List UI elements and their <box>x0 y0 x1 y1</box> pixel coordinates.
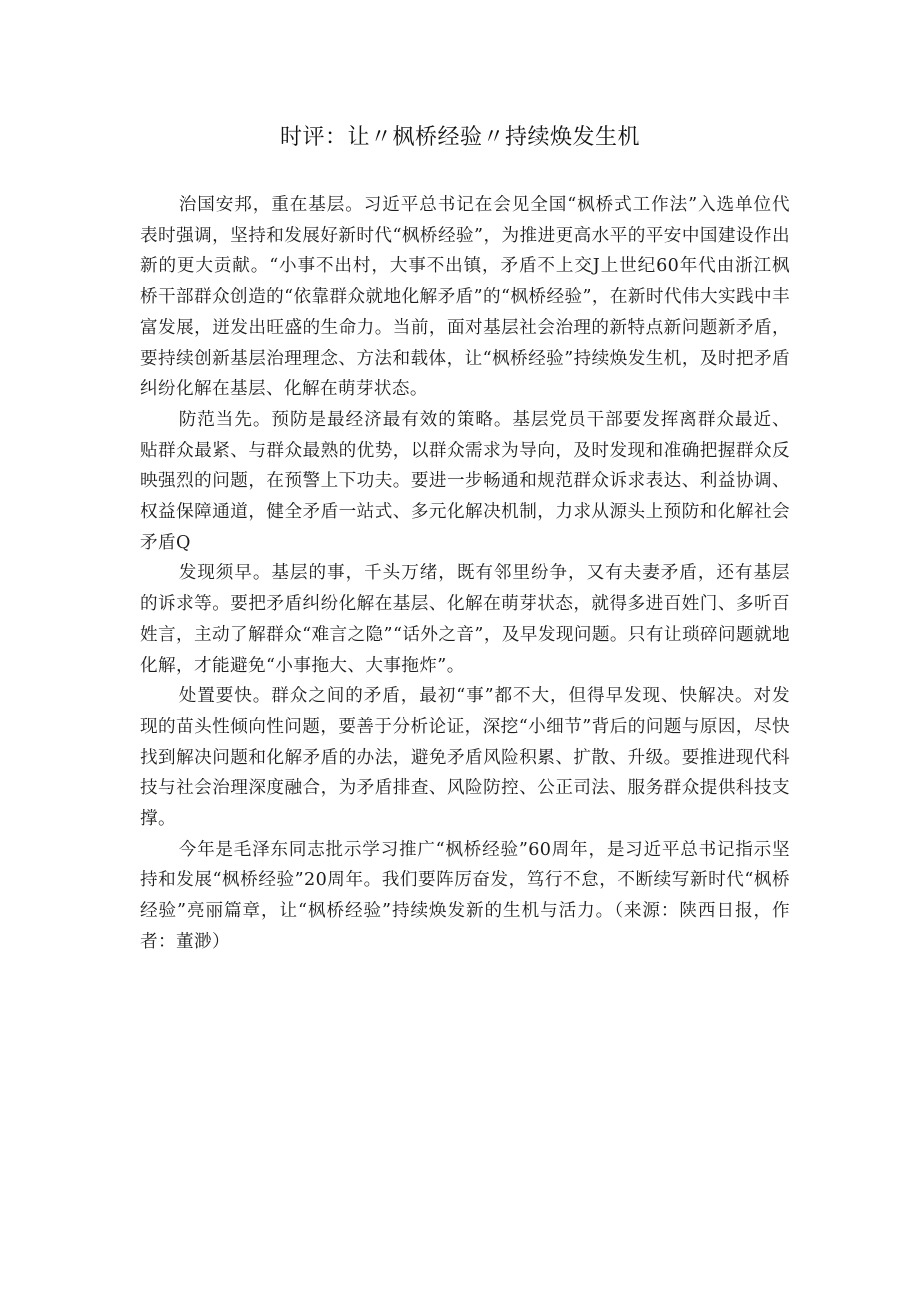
paragraph-2: 防范当先。预防是最经济最有效的策略。基层党员干部要发挥离群众最近、贴群众最紧、与群众最熟的优势，以群众需求为导向，及时发现和准确把握群众反映强烈的问题，在预警上下功夫。要进一步畅通和规范群众诉求表达、利益协调、权益保障通道，健全矛盾一站式、多元化解决机制，力求从源头上预防和化解社会矛盾Q <box>140 409 790 553</box>
paragraph-1: 治国安邦，重在基层。习近平总书记在会见全国“枫桥式工作法”入选单位代表时强调，坚持和发展好新时代“枫桥经验”，为推进更高水平的平安中国建设作出新的更大贡献。“小事不出村，大事不出镇，矛盾不上交J上世纪60年代由浙江枫桥干部群众创造的“依靠群众就地化解矛盾”的“枫桥经验”，在新时代伟大实践中丰富发展，迸发出旺盛的生命力。当前，面对基层社会治理的新特点新问题新矛盾，要持续创新基层治理理念、方法和载体，让“枫桥经验”持续焕发生机，及时把矛盾纠纷化解在基层、化解在萌芽状态。 <box>140 195 790 400</box>
document-body <box>140 190 790 958</box>
document-title: 时评：让〃枫桥经验〃持续焕发生机 <box>279 125 640 150</box>
paragraph-4: 处置要快。群众之间的矛盾，最初“事”都不大，但得早发现、快解决。对发现的苗头性倾向性问题，要善于分析论证，深挖“小细节”背后的问题与原因，尽快找到解决问题和化解矛盾的办法，避免矛盾风险积累、扩散、升级。要推进现代科技与社会治理深度融合，为矛盾排查、风险防控、公正司法、服务群众提供科技支撑。 <box>140 686 790 830</box>
paragraph-5: 今年是毛泽东同志批示学习推广“枫桥经验”60周年，是习近平总书记指示坚持和发展“枫桥经验”20周年。我们要阵厉奋发，笃行不怠，不断续写新时代“枫桥经验”亮丽篇章，让“枫桥经验”持续焕发新的生机与活力。（来源：陕西日报，作者：董渺） <box>140 839 790 952</box>
paragraph-3: 发现须早。基层的事，千头万绪，既有邻里纷争，又有夫妻矛盾，还有基层的诉求等。要把矛盾纠纷化解在基层、化解在萌芽状态，就得多进百姓门、多听百姓言，主动了解群众“难言之隐”“话外之音”，及早发现问题。只有让琐碎问题就地化解，才能避免“小事拖大、大事拖炸”。 <box>140 563 790 676</box>
